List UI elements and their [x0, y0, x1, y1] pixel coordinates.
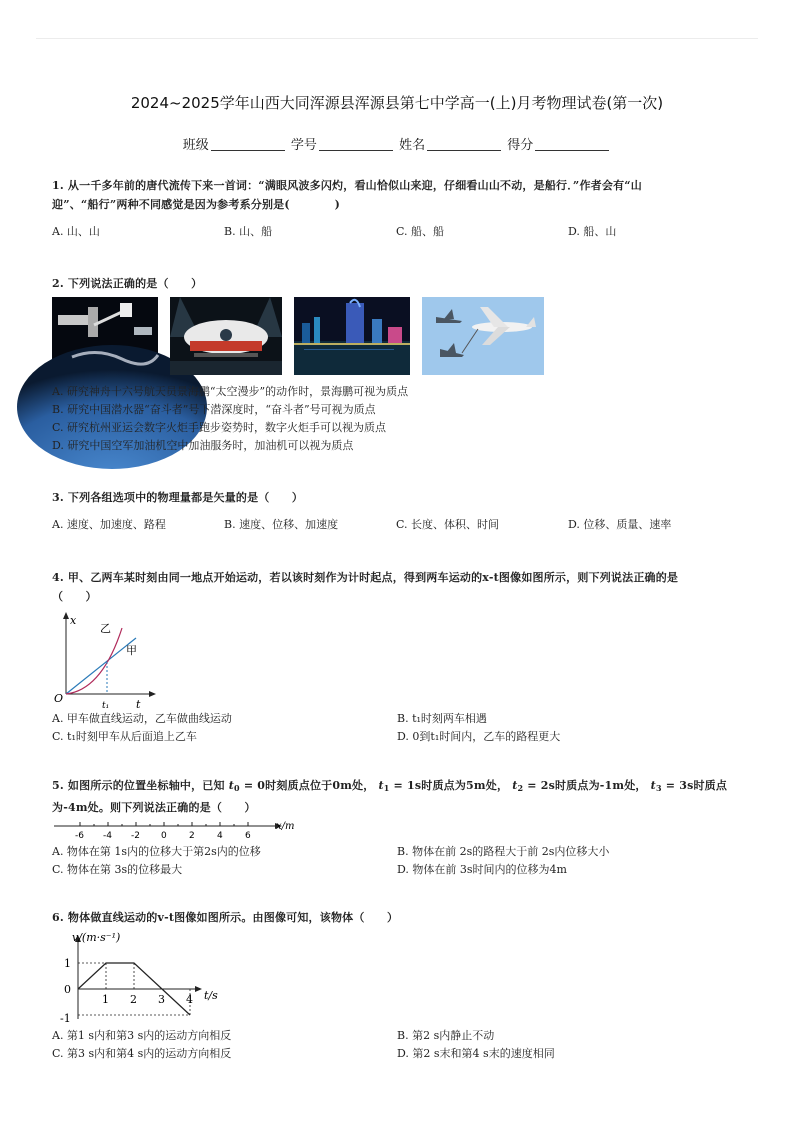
vt-ytick-neg1: -1 [60, 1012, 71, 1025]
xt-x-label: t [136, 698, 141, 711]
t3-subscript: 3 [655, 783, 662, 793]
t1-symbol: t [378, 779, 384, 792]
name-blank[interactable] [427, 138, 501, 151]
option-c[interactable]: C. 长度、体积、时间 [396, 518, 500, 531]
question-3-stem: 3. 下列各组选项中的物理量都是矢量的是（ ） [52, 491, 304, 504]
t0-subscript: 0 [234, 783, 240, 793]
vt-x-ticks [102, 993, 193, 1006]
torch-runner-photo [294, 297, 410, 375]
question-3-options [52, 515, 742, 534]
option-c[interactable]: C. 船、船 [396, 225, 445, 238]
question-3 [52, 488, 742, 534]
position-axis-tick-label: 0 [161, 831, 167, 841]
refueling-aircraft-photo [422, 297, 544, 375]
option-b[interactable]: B. 山、船 [224, 225, 273, 238]
option-d[interactable]: D. 物体在前 3s时间内的位移为4m [397, 863, 567, 876]
curve-yi-label: 乙 [100, 622, 111, 635]
vt-xtick-label: 2 [130, 993, 137, 1006]
line-jia-label: 甲 [126, 644, 137, 657]
class-label: 班级 [182, 138, 209, 153]
question-1-stem-cont: 迎”、“船行”两种不同感觉是因为参考系分别是( ) [52, 198, 340, 211]
option-c[interactable]: C. 物体在第 3s的位移最大 [52, 863, 183, 876]
name-label: 姓名 [399, 138, 426, 153]
t3-symbol: t [650, 779, 656, 792]
question-5-stem [52, 776, 742, 798]
question-2 [52, 274, 742, 455]
vt-x-arrow [195, 986, 202, 992]
header-rule [36, 38, 758, 39]
option-b[interactable]: B. t₁时刻两车相遇 [397, 712, 487, 725]
page-title: 2024~2025学年山西大同浑源县浑源县第七中学高一(上)月考物理试卷(第一次) [130, 94, 664, 112]
question-4-stem: 4. 甲、乙两车某时刻由同一地点开始运动，若以该时刻作为计时起点，得到两车运动的x-t图像如图所示，则下列说法正确的是 [52, 571, 679, 584]
question-1-options [52, 222, 742, 241]
question-4-stem-cont: （ ） [52, 590, 97, 603]
option-a[interactable]: A. 甲车做直线运动，乙车做曲线运动 [52, 712, 232, 725]
vt-xtick-label: 1 [102, 993, 109, 1006]
position-axis-tick-label: -2 [131, 831, 140, 841]
option-d[interactable]: D. 船、山 [568, 225, 617, 238]
xt-y-arrow [63, 612, 69, 619]
option-c[interactable]: C. t₁时刻甲车从后面追上乙车 [52, 730, 197, 743]
option-b[interactable]: B. 物体在前 2s的路程大于前 2s内位移大小 [397, 845, 610, 858]
t1-text: = 1s时质点为5m处， [389, 779, 509, 792]
question-2-options [52, 383, 742, 455]
question-4-options [52, 710, 742, 746]
score-label: 得分 [507, 138, 534, 153]
position-axis-ticks [75, 822, 251, 841]
t1-subscript: 1 [383, 783, 390, 793]
option-b[interactable]: B. 第2 s内静止不动 [397, 1029, 495, 1042]
question-1-stem: 1. 从一千多年前的唐代流传下来一首词：“满眼风波多闪灼，看山恰似山来迎，仔细看山山不动，是船行．”作者会有“山 [52, 179, 642, 192]
xt-x-arrow [149, 691, 156, 697]
position-axis-tick-label: 6 [245, 831, 251, 841]
question-6 [52, 908, 742, 1063]
t0-text: = 0时刻质点位于0m处， [239, 779, 375, 792]
position-axis [52, 819, 302, 841]
question-5-options [52, 843, 742, 879]
option-a[interactable]: A. 研究神舟十六号航天员景海鹏“太空漫步”的动作时，景海鹏可视为质点 [52, 385, 409, 398]
xt-origin-label: O [54, 692, 64, 705]
question-5-stem-a: 5. 如图所示的位置坐标轴中，已知 [52, 779, 225, 792]
option-d[interactable]: D. 0到t₁时间内，乙车的路程更大 [397, 730, 561, 743]
position-axis-tick-label: 4 [217, 831, 223, 841]
option-d[interactable]: D. 第2 s末和第4 s末的速度相同 [397, 1047, 555, 1060]
space-station-photo [52, 297, 158, 375]
t3-text: = 3s时质点 [661, 779, 728, 792]
option-a[interactable]: A. 物体在第 1s内的位移大于第2s内的位移 [52, 845, 261, 858]
option-a[interactable]: A. 速度、加速度、路程 [52, 518, 166, 531]
question-1 [52, 176, 742, 241]
vt-graph [52, 929, 232, 1025]
position-axis-tick-label: -6 [75, 831, 84, 841]
question-5-stem-cont: 为-4m处。则下列说法正确的是（ ） [52, 801, 256, 814]
t0-symbol: t [228, 779, 235, 792]
question-5 [52, 776, 742, 879]
vt-xtick-label: 3 [158, 993, 165, 1006]
option-a[interactable]: A. 第1 s内和第3 s内的运动方向相反 [52, 1029, 232, 1042]
option-c[interactable]: C. 研究杭州亚运会数字火炬手跑步姿势时，数字火炬手可以视为质点 [52, 421, 387, 434]
class-blank[interactable] [211, 138, 285, 151]
xt-t1-label: t₁ [102, 701, 110, 711]
question-2-stem: 2. 下列说法正确的是（ ） [52, 277, 203, 290]
id-label: 学号 [290, 138, 317, 153]
curve-yi [66, 628, 122, 694]
t2-text: = 2s时质点为-1m处， [523, 779, 647, 792]
option-d[interactable]: D. 位移、质量、速率 [568, 518, 672, 531]
submersible-photo [170, 297, 282, 375]
option-b[interactable]: B. 研究中国潜水器“奋斗者”号下潜深度时，“奋斗者”号可视为质点 [52, 403, 376, 416]
t2-symbol: t [512, 779, 518, 792]
position-axis-tick-label: 2 [189, 831, 195, 841]
option-a[interactable]: A. 山、山 [52, 225, 100, 238]
question-4 [52, 568, 742, 746]
vt-ytick-0: 0 [64, 983, 71, 996]
position-axis-tick-label: -4 [103, 831, 112, 841]
vt-y-label: v/(m·s⁻¹) [72, 931, 121, 944]
question-6-stem: 6. 物体做直线运动的v-t图像如图所示。由图像可知，该物体（ ） [52, 911, 399, 924]
score-blank[interactable] [535, 138, 609, 151]
question-2-images [52, 297, 742, 375]
vt-ytick-1: 1 [64, 957, 71, 970]
id-blank[interactable] [319, 138, 393, 151]
vt-x-label: t/s [204, 989, 218, 1002]
vt-xtick-label: 4 [186, 993, 193, 1006]
xt-graph [52, 610, 162, 711]
option-b[interactable]: B. 速度、位移、加速度 [224, 518, 339, 531]
question-6-options [52, 1027, 742, 1063]
t2-subscript: 2 [517, 783, 524, 793]
position-axis-label: x/m [276, 821, 295, 832]
option-d[interactable]: D. 研究中国空军加油机空中加油服务时，加油机可以视为质点 [52, 439, 354, 452]
option-c[interactable]: C. 第3 s内和第4 s内的运动方向相反 [52, 1047, 232, 1060]
student-info-line [0, 134, 794, 153]
xt-y-label: x [70, 614, 77, 627]
